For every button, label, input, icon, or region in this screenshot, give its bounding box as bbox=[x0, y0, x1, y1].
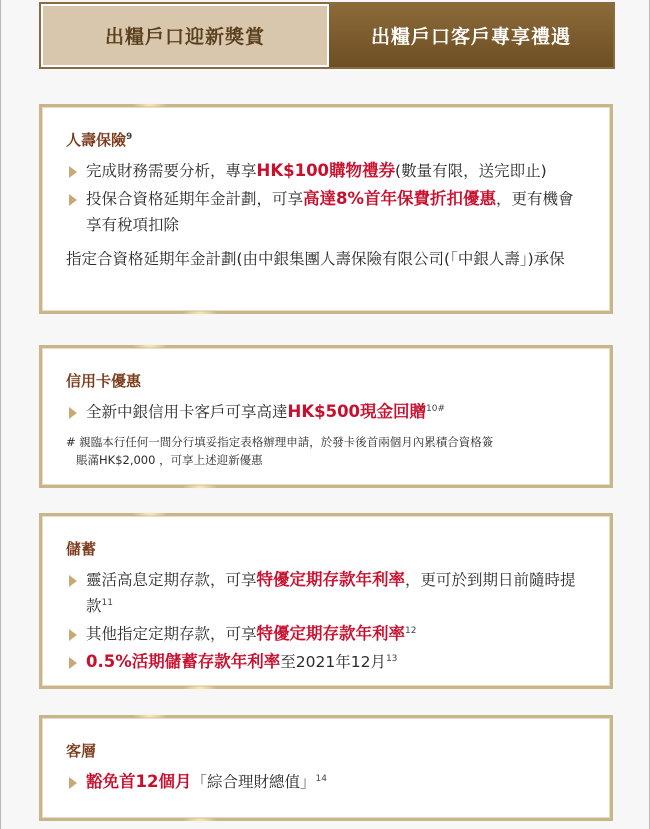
tab-welcome-reward[interactable]: 出糧戶口迎新獎賞 bbox=[41, 4, 329, 67]
list-item: 其他指定定期存款，可享特優定期存款年利率$^{12}$ bbox=[66, 621, 588, 647]
insurance-card bbox=[39, 104, 613, 314]
list-item: 靈活高息定期存款，可享特優定期存款年利率，更可於到期日前隨時提款$^{11}$ bbox=[66, 567, 588, 619]
list-item: 投保合資格延期年金計劃，可享高達8%首年保費折扣優惠，更有機會享有稅項扣除 bbox=[66, 186, 588, 238]
triangle-right-icon bbox=[69, 407, 77, 419]
insurance-note: 指定合資格延期年金計劃(由中銀集團人壽保險有限公司(「中銀人壽」)承保 bbox=[66, 250, 565, 268]
tier-title: 客層 bbox=[66, 742, 97, 760]
tab-bar bbox=[39, 2, 615, 69]
list-item: 豁免首12個月「綜合理財總值」$^{14}$ bbox=[66, 769, 588, 795]
triangle-right-icon bbox=[69, 575, 77, 587]
triangle-right-icon bbox=[69, 166, 77, 178]
credit-card-card bbox=[39, 345, 613, 488]
savings-title: 儲蓄 bbox=[66, 540, 97, 558]
insurance-title: 人壽保險$^9$ bbox=[66, 131, 133, 149]
list-item: 全新中銀信用卡客戶可享高達HK$500現金回贈$^{10\#}$ bbox=[66, 399, 588, 425]
list-item: 0.5%活期儲蓄存款年利率至2021年12月$^{13}$ bbox=[66, 649, 588, 675]
credit-card-title: 信用卡優惠 bbox=[66, 372, 142, 390]
list-item: 完成財務需要分析，專享HK$100購物禮券(數量有限，送完即止) bbox=[66, 158, 588, 184]
savings-card bbox=[39, 513, 613, 689]
triangle-right-icon bbox=[69, 194, 77, 206]
credit-card-note: # 親臨本行任何一間分行填妥指定表格辦理申請，於發卡後首兩個月內累積合資格簽 賬滿HK$2,000 ，可享上述迎新優惠 bbox=[66, 435, 494, 467]
triangle-right-icon bbox=[69, 629, 77, 641]
tab-exclusive-privileges[interactable]: 出糧戶口客戶專享禮遇 bbox=[329, 4, 613, 67]
triangle-right-icon bbox=[69, 657, 77, 669]
triangle-right-icon bbox=[69, 777, 77, 789]
tier-card bbox=[39, 715, 613, 821]
